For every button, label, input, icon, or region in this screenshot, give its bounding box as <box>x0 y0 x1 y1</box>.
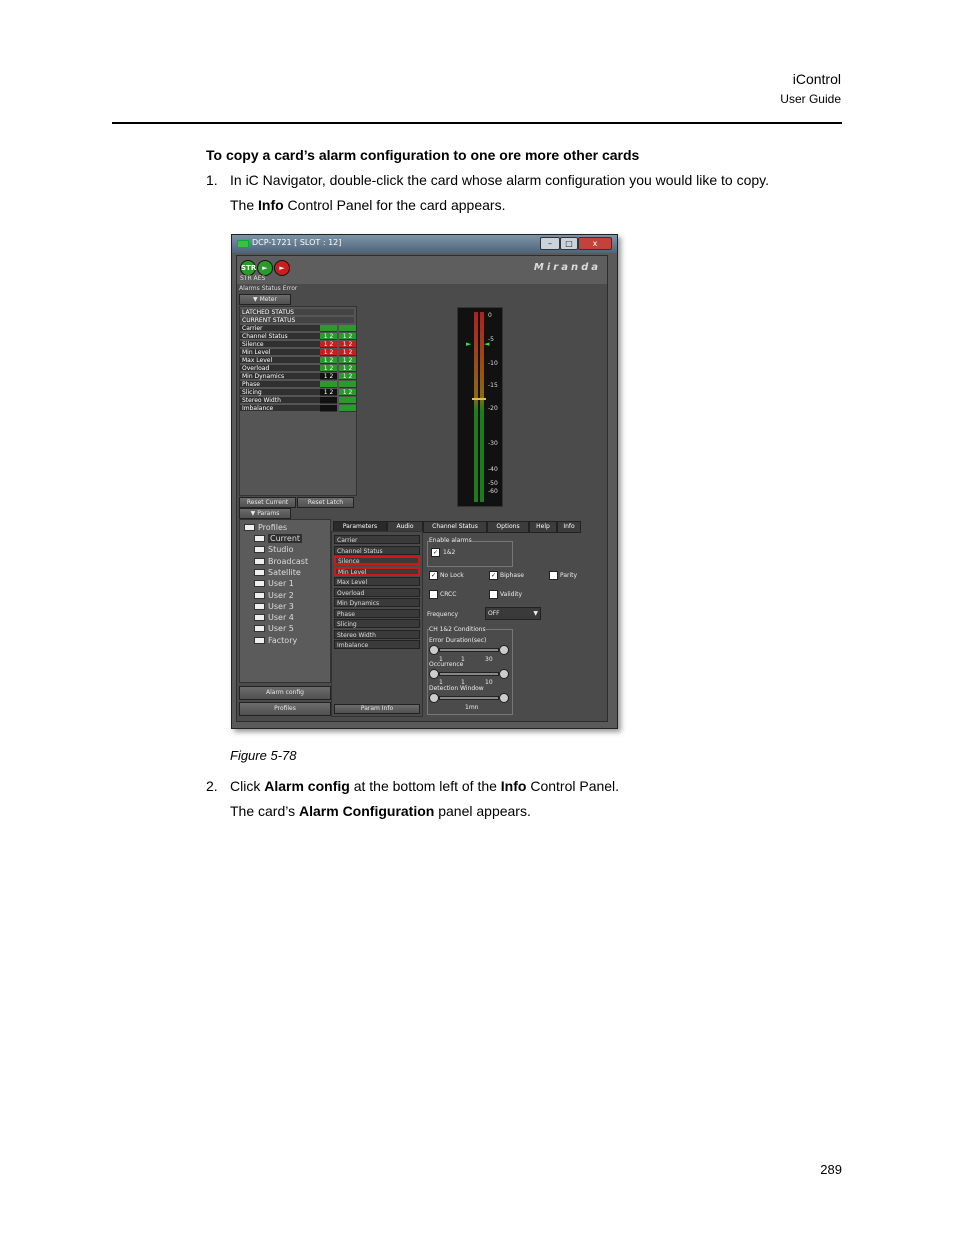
current-status-cell: 1 2 <box>339 349 356 356</box>
control-panel <box>236 255 608 722</box>
tab-parameters[interactable]: Parameters <box>333 521 387 533</box>
parity-label: Parity <box>560 572 578 579</box>
tab-options[interactable]: Options <box>487 521 529 533</box>
str-status-icon[interactable]: STR <box>240 260 256 276</box>
meter-scale-label: -40 <box>488 466 498 473</box>
aes-status-icon[interactable]: ► <box>257 260 273 276</box>
profiles-title-label: Profiles <box>258 523 288 532</box>
meter-scale-label: -60 <box>488 488 498 495</box>
latched-status-cell: 1 2 <box>320 333 337 340</box>
param-list-item[interactable]: Phase <box>334 609 420 618</box>
params-toggle-label: Params <box>257 510 280 517</box>
title-bar <box>232 235 617 253</box>
latched-status-cell: 1 2 <box>320 365 337 372</box>
step-1 <box>206 172 769 188</box>
header-subtitle: User Guide <box>780 92 841 106</box>
occurrence-slider[interactable] <box>439 672 499 676</box>
profile-icon <box>254 603 265 610</box>
meter-scale-label: -5 <box>488 336 494 343</box>
profile-label: User 5 <box>268 624 294 634</box>
frequency-label: Frequency <box>427 611 458 618</box>
profile-item[interactable] <box>254 613 294 622</box>
detection-window-inc-icon[interactable] <box>499 693 509 703</box>
step-2-result-pre: The card’s <box>230 803 299 819</box>
profile-label: User 4 <box>268 613 294 623</box>
step-2-result <box>230 803 531 819</box>
minimize-button[interactable]: – <box>540 237 560 250</box>
validity-label: Validity <box>500 591 523 598</box>
reset-latch-button[interactable]: Reset Latch <box>297 497 354 508</box>
profile-item[interactable] <box>254 579 294 588</box>
param-list-panel <box>331 531 423 717</box>
status-row-label: Max Level <box>240 357 320 364</box>
params-toggle[interactable]: ▼ Params <box>239 508 291 519</box>
conditions-label: CH 1&2 Conditions <box>429 626 486 633</box>
maximize-button[interactable]: □ <box>560 237 578 250</box>
step-1-result-post: Control Panel for the card appears. <box>283 197 506 213</box>
profile-icon <box>254 546 265 553</box>
occurrence-max: 10 <box>485 679 493 686</box>
status-row-label: Phase <box>240 381 320 388</box>
reset-current-button[interactable]: Reset Current <box>239 497 296 508</box>
profile-item[interactable] <box>254 568 301 577</box>
profile-item[interactable] <box>254 545 293 554</box>
validity-checkbox[interactable] <box>489 590 498 599</box>
latched-status-cell <box>320 397 337 404</box>
profiles-panel <box>239 519 331 683</box>
no-lock-label: No Lock <box>440 572 464 579</box>
step-1-number: 1. <box>206 172 218 188</box>
error-duration-dec-icon[interactable] <box>429 645 439 655</box>
param-list-item[interactable]: Channel Status <box>334 546 420 555</box>
status-row-label: Slicing <box>240 389 320 396</box>
step-1-result-bold: Info <box>258 197 284 213</box>
detection-window-slider[interactable] <box>439 696 499 700</box>
profile-icon <box>254 569 265 576</box>
occurrence-inc-icon[interactable] <box>499 669 509 679</box>
occurrence-value: 1 <box>461 679 465 686</box>
ch12-label: 1&2 <box>443 549 456 556</box>
header-title: iControl <box>792 71 841 87</box>
close-button[interactable]: x <box>578 237 612 250</box>
param-info-button[interactable]: Param Info <box>334 704 420 714</box>
latched-status-cell <box>320 325 337 332</box>
profile-icon <box>254 535 265 542</box>
param-list-item[interactable]: Carrier <box>334 535 420 544</box>
status-band <box>237 256 607 284</box>
folder-icon <box>244 524 255 531</box>
param-list-item[interactable]: Overload <box>334 588 420 597</box>
status-row-label: Stereo Width <box>240 397 320 404</box>
meter-peak-marker <box>472 398 486 400</box>
status-icon-labels: STR AES <box>240 275 266 282</box>
current-status-cell: 1 2 <box>339 341 356 348</box>
profile-label: User 1 <box>268 579 294 589</box>
profile-item[interactable] <box>254 636 297 645</box>
current-status-cell <box>339 381 356 388</box>
figure-caption: Figure 5-78 <box>230 748 297 763</box>
latched-status-cell <box>320 405 337 412</box>
param-list-item[interactable]: Min Dynamics <box>334 598 420 607</box>
meter-scale-label: -50 <box>488 480 498 487</box>
profile-icon <box>254 614 265 621</box>
current-status-cell <box>339 325 356 332</box>
meter-toggle-label: Meter <box>259 296 277 303</box>
profile-label: Current <box>270 534 301 543</box>
profile-icon <box>254 637 265 644</box>
profile-item[interactable] <box>254 602 294 611</box>
error-duration-value: 1 <box>461 656 465 663</box>
meter-bar-left <box>474 312 478 502</box>
step-2-text-1: Click <box>230 778 265 794</box>
detection-window-value: 1mn <box>465 704 479 711</box>
step-2-number: 2. <box>206 778 218 794</box>
settings-area <box>425 533 601 713</box>
current-status-cell: 1 2 <box>339 365 356 372</box>
profile-item[interactable] <box>254 557 308 566</box>
meter-scale-label: -10 <box>488 360 498 367</box>
param-list-item[interactable]: Max Level <box>334 577 420 586</box>
meter-scale-label: 0 <box>488 312 492 319</box>
profile-item[interactable] <box>254 624 294 633</box>
section-heading: To copy a card’s alarm configuration to one ore more other cards <box>206 147 640 163</box>
param-list-item[interactable]: Imbalance <box>334 640 420 649</box>
ch12-checkbox[interactable]: ✓ <box>432 549 439 556</box>
biphase-label: Biphase <box>500 572 524 579</box>
status-panel <box>239 306 357 496</box>
meter-left-pointer-icon: ► <box>466 340 472 348</box>
latched-status-cell: 1 2 <box>320 349 337 356</box>
error-duration-min: 1 <box>439 656 443 663</box>
tab-audio[interactable]: Audio <box>387 521 423 533</box>
card-led-icon <box>237 240 249 248</box>
current-status-cell <box>339 397 356 404</box>
latched-status-cell: 1 2 <box>320 373 337 380</box>
meter-scale-label: -15 <box>488 382 498 389</box>
biphase-checkbox[interactable]: ✓ <box>490 572 497 579</box>
profile-label: Studio <box>268 545 294 555</box>
tab-help[interactable]: Help <box>529 521 557 533</box>
step-1-text: In iC Navigator, double-click the card whose alarm configuration you would like to copy. <box>230 172 770 188</box>
error-duration-slider[interactable] <box>439 648 499 652</box>
frequency-select[interactable] <box>485 607 541 620</box>
latched-status-cell: 1 2 <box>320 357 337 364</box>
screenshot-window <box>231 234 618 729</box>
status-row-label: Imbalance <box>240 405 320 412</box>
latched-status-cell: 1 2 <box>320 389 337 396</box>
miranda-logo: Miranda <box>533 262 601 273</box>
error-duration-inc-icon[interactable] <box>499 645 509 655</box>
latched-status-header: LATCHED STATUS <box>240 309 354 316</box>
error-duration-max: 30 <box>485 656 493 663</box>
parity-checkbox[interactable] <box>549 571 558 580</box>
error-duration-label: Error Duration(sec) <box>429 637 487 644</box>
audio-level-meter <box>457 307 503 507</box>
crcc-label: CRCC <box>440 591 457 598</box>
current-status-cell: 1 2 <box>339 373 356 380</box>
step-2-text-2: at the bottom left of the <box>349 778 501 794</box>
profile-label: Satellite <box>268 567 301 577</box>
profile-label: Broadcast <box>268 556 309 566</box>
alarms-status-label: Alarms Status Error <box>239 285 298 292</box>
status-row-label: Channel Status <box>240 333 320 340</box>
current-status-cell: 1 2 <box>339 357 356 364</box>
step-2-text-3: Control Panel. <box>526 778 620 794</box>
step-2 <box>206 778 619 794</box>
no-lock-checkbox[interactable]: ✓ <box>430 572 437 579</box>
step-2-bold-1: Alarm config <box>264 778 350 794</box>
meter-right-pointer-icon: ◄ <box>484 340 490 348</box>
profile-item[interactable] <box>254 534 302 543</box>
window-title: DCP-1721 [ SLOT : 12] <box>252 238 342 247</box>
current-status-header: CURRENT STATUS <box>240 317 354 324</box>
step-2-result-post: panel appears. <box>434 803 531 819</box>
occurrence-label: Occurrence <box>429 661 464 668</box>
profile-label: User 2 <box>268 590 294 600</box>
param-list-item[interactable]: Slicing <box>334 619 420 628</box>
current-status-cell: 1 2 <box>339 333 356 340</box>
status-row-label: Min Dynamics <box>240 373 320 380</box>
tab-channel-status[interactable]: Channel Status <box>423 521 487 533</box>
current-status-cell <box>339 405 356 412</box>
meter-toggle[interactable]: ▼ Meter <box>239 294 291 305</box>
param-list-item[interactable]: Min Level <box>334 567 420 576</box>
step-1-result <box>230 197 505 213</box>
status-row-label: Min Level <box>240 349 320 356</box>
profiles-button[interactable]: Profiles <box>239 702 331 716</box>
profile-icon <box>254 558 265 565</box>
current-status-cell: 1 2 <box>339 389 356 396</box>
frequency-value: OFF <box>488 610 500 617</box>
status-row-label: Carrier <box>240 325 320 332</box>
profile-label: User 3 <box>268 601 294 611</box>
profile-item[interactable] <box>254 591 294 600</box>
occurrence-min: 1 <box>439 679 443 686</box>
param-list-item[interactable]: Silence <box>334 556 420 565</box>
alarm-config-button[interactable]: Alarm config <box>239 686 331 700</box>
header-rule <box>112 122 842 124</box>
page-number: 289 <box>820 1162 842 1177</box>
enable-alarms-label: Enable alarms <box>429 537 472 544</box>
crcc-checkbox[interactable] <box>429 590 438 599</box>
step-2-result-bold: Alarm Configuration <box>299 803 435 819</box>
step-2-bold-2: Info <box>500 778 527 794</box>
latched-status-cell <box>320 381 337 388</box>
profile-label: Factory <box>268 635 298 645</box>
meter-scale-label: -30 <box>488 440 498 447</box>
profile-icon <box>254 625 265 632</box>
meter-scale-label: -20 <box>488 405 498 412</box>
chevron-down-icon: ▼ <box>533 610 538 617</box>
latched-status-cell: 1 2 <box>320 341 337 348</box>
occurrence-dec-icon[interactable] <box>429 669 439 679</box>
error-status-icon[interactable]: ► <box>274 260 290 276</box>
profiles-title <box>244 523 287 532</box>
param-list-item[interactable]: Stereo Width <box>334 630 420 639</box>
detection-window-label: Detection Window <box>429 685 484 692</box>
status-row-label: Silence <box>240 341 320 348</box>
status-row-label: Overload <box>240 365 320 372</box>
tab-info[interactable]: Info <box>557 521 581 533</box>
detection-window-dec-icon[interactable] <box>429 693 439 703</box>
profile-icon <box>254 580 265 587</box>
profile-icon <box>254 592 265 599</box>
step-1-result-pre: The <box>230 197 259 213</box>
